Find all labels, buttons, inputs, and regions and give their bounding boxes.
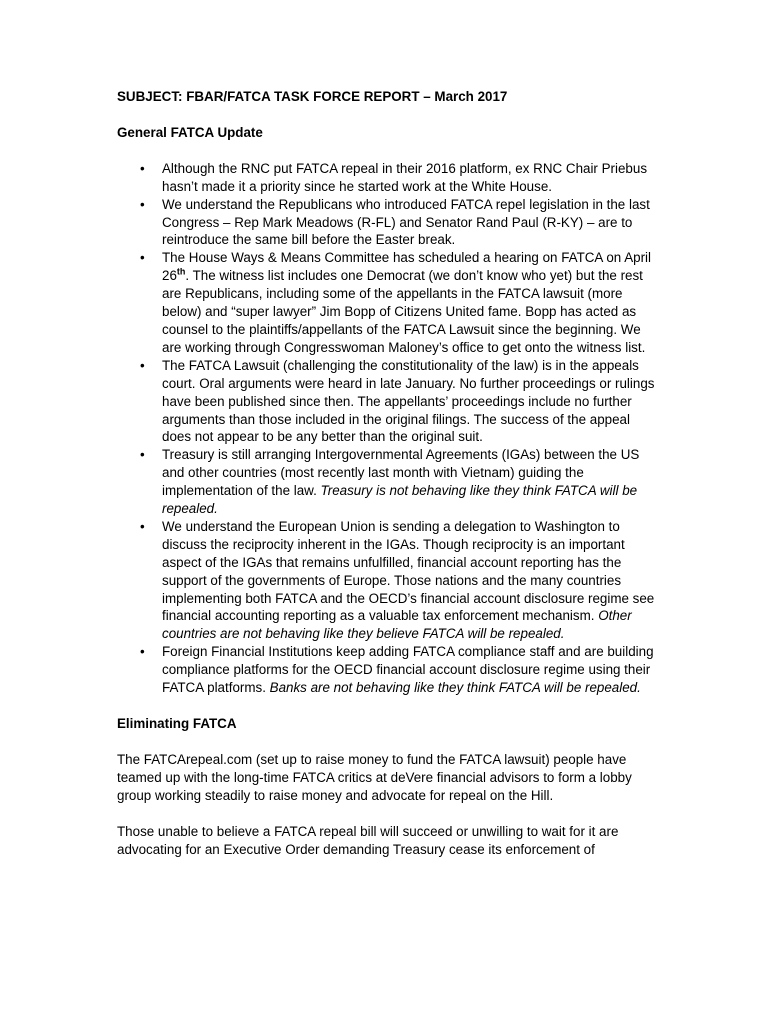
bullet-italic-remark: Other countries are not behaving like they believe FATCA will be repealed. xyxy=(162,608,632,642)
general-update-heading: General FATCA Update xyxy=(117,124,263,140)
bullet-icon: • xyxy=(140,644,145,660)
eliminating-fatca-heading: Eliminating FATCA xyxy=(117,716,237,731)
update-bullet-list xyxy=(117,160,657,697)
list-item xyxy=(117,357,657,447)
bullet-text: We understand the European Union is sending a delegation to Washington to discuss the reciprocity inherent in the IGAs. Though reciprocity is an important aspect of the IGAs that remains unfulfilled, financial account reporting has the support of the governments of Europe. Those nations and the many countries implementing both FATCA and the OECD’s financial account disclosure regime see financial accounting reporting as a valuable tax enforcement mechanism. xyxy=(162,518,655,624)
bullet-text: The FATCA Lawsuit (challenging the constitutionality of the law) is in the appeals court. Oral arguments were heard in late January. No further proceedings or rulings have been published since then. The appellants’ proceedings include no further arguments than those included in the original filings. The success of the appeal does not appear to be any better than the original suit. xyxy=(162,357,655,445)
bullet-icon: • xyxy=(140,447,145,463)
bullet-text: We understand the Republicans who introduced FATCA repel legislation in the last Congress – Rep Mark Meadows (R-FL) and Senator Rand Paul (R-KY) – are to reintroduce the same bill before the Easter break. xyxy=(162,196,650,248)
bullet-text: The House Ways & Means Committee has scheduled a hearing on FATCA on April 26 xyxy=(162,250,651,284)
bullet-icon: • xyxy=(140,160,145,176)
section-spacer xyxy=(117,697,657,715)
bullet-text: Foreign Financial Institutions keep adding FATCA compliance staff and are building compliance platforms for the OECD financial account disclosure regime using their FATCA platforms. xyxy=(162,644,654,696)
list-item xyxy=(117,446,657,518)
body-paragraph: Those unable to believe a FATCA repeal bill will succeed or unwilling to wait for it are advocating for an Executive Order demanding Treasury cease its enforcement of xyxy=(117,823,619,857)
bullet-italic-remark: Banks are not behaving like they think FATCA will be repealed. xyxy=(269,680,641,696)
list-item xyxy=(117,518,657,643)
list-item xyxy=(117,160,657,196)
superscript-ordinal: th xyxy=(176,266,186,277)
bullet-text-continued: . The witness list includes one Democrat (we don’t know who yet) but the rest are Republicans, including some of the appellants in the FATCA lawsuit (more below) and “super lawyer” Jim Bopp of Citizens United fame. Bopp has acted as counsel to the plaintiffs/appellants of the FATCA Lawsuit since the beginning. We are working through Congresswoman Maloney’s office to get onto the witness list. xyxy=(162,268,646,355)
bullet-icon: • xyxy=(140,357,145,373)
bullet-icon: • xyxy=(140,518,145,534)
list-item xyxy=(117,249,657,356)
bullet-text: Although the RNC put FATCA repeal in their 2016 platform, ex RNC Chair Priebus hasn’t made it a priority since he started work at the White House. xyxy=(162,160,648,194)
bullet-icon: • xyxy=(140,250,145,266)
bullet-text: Treasury is still arranging Intergovernmental Agreements (IGAs) between the US and other countries (most recently last month with Vietnam) guiding the implementation of the law. xyxy=(162,447,640,499)
bullet-italic-remark: Treasury is not behaving like they think FATCA will be repealed. xyxy=(162,483,638,517)
body-paragraph: The FATCArepeal.com (set up to raise money to fund the FATCA lawsuit) people have teamed up with the long-time FATCA critics at deVere financial advisors to form a lobby group working steadily to raise money and advocate for repeal on the Hill. xyxy=(117,751,632,803)
list-item xyxy=(117,196,657,250)
document-page xyxy=(117,88,657,876)
bullet-icon: • xyxy=(140,196,145,212)
subject-line: SUBJECT: FBAR/FATCA TASK FORCE REPORT – March 2017 xyxy=(117,89,508,104)
list-item xyxy=(117,643,657,697)
